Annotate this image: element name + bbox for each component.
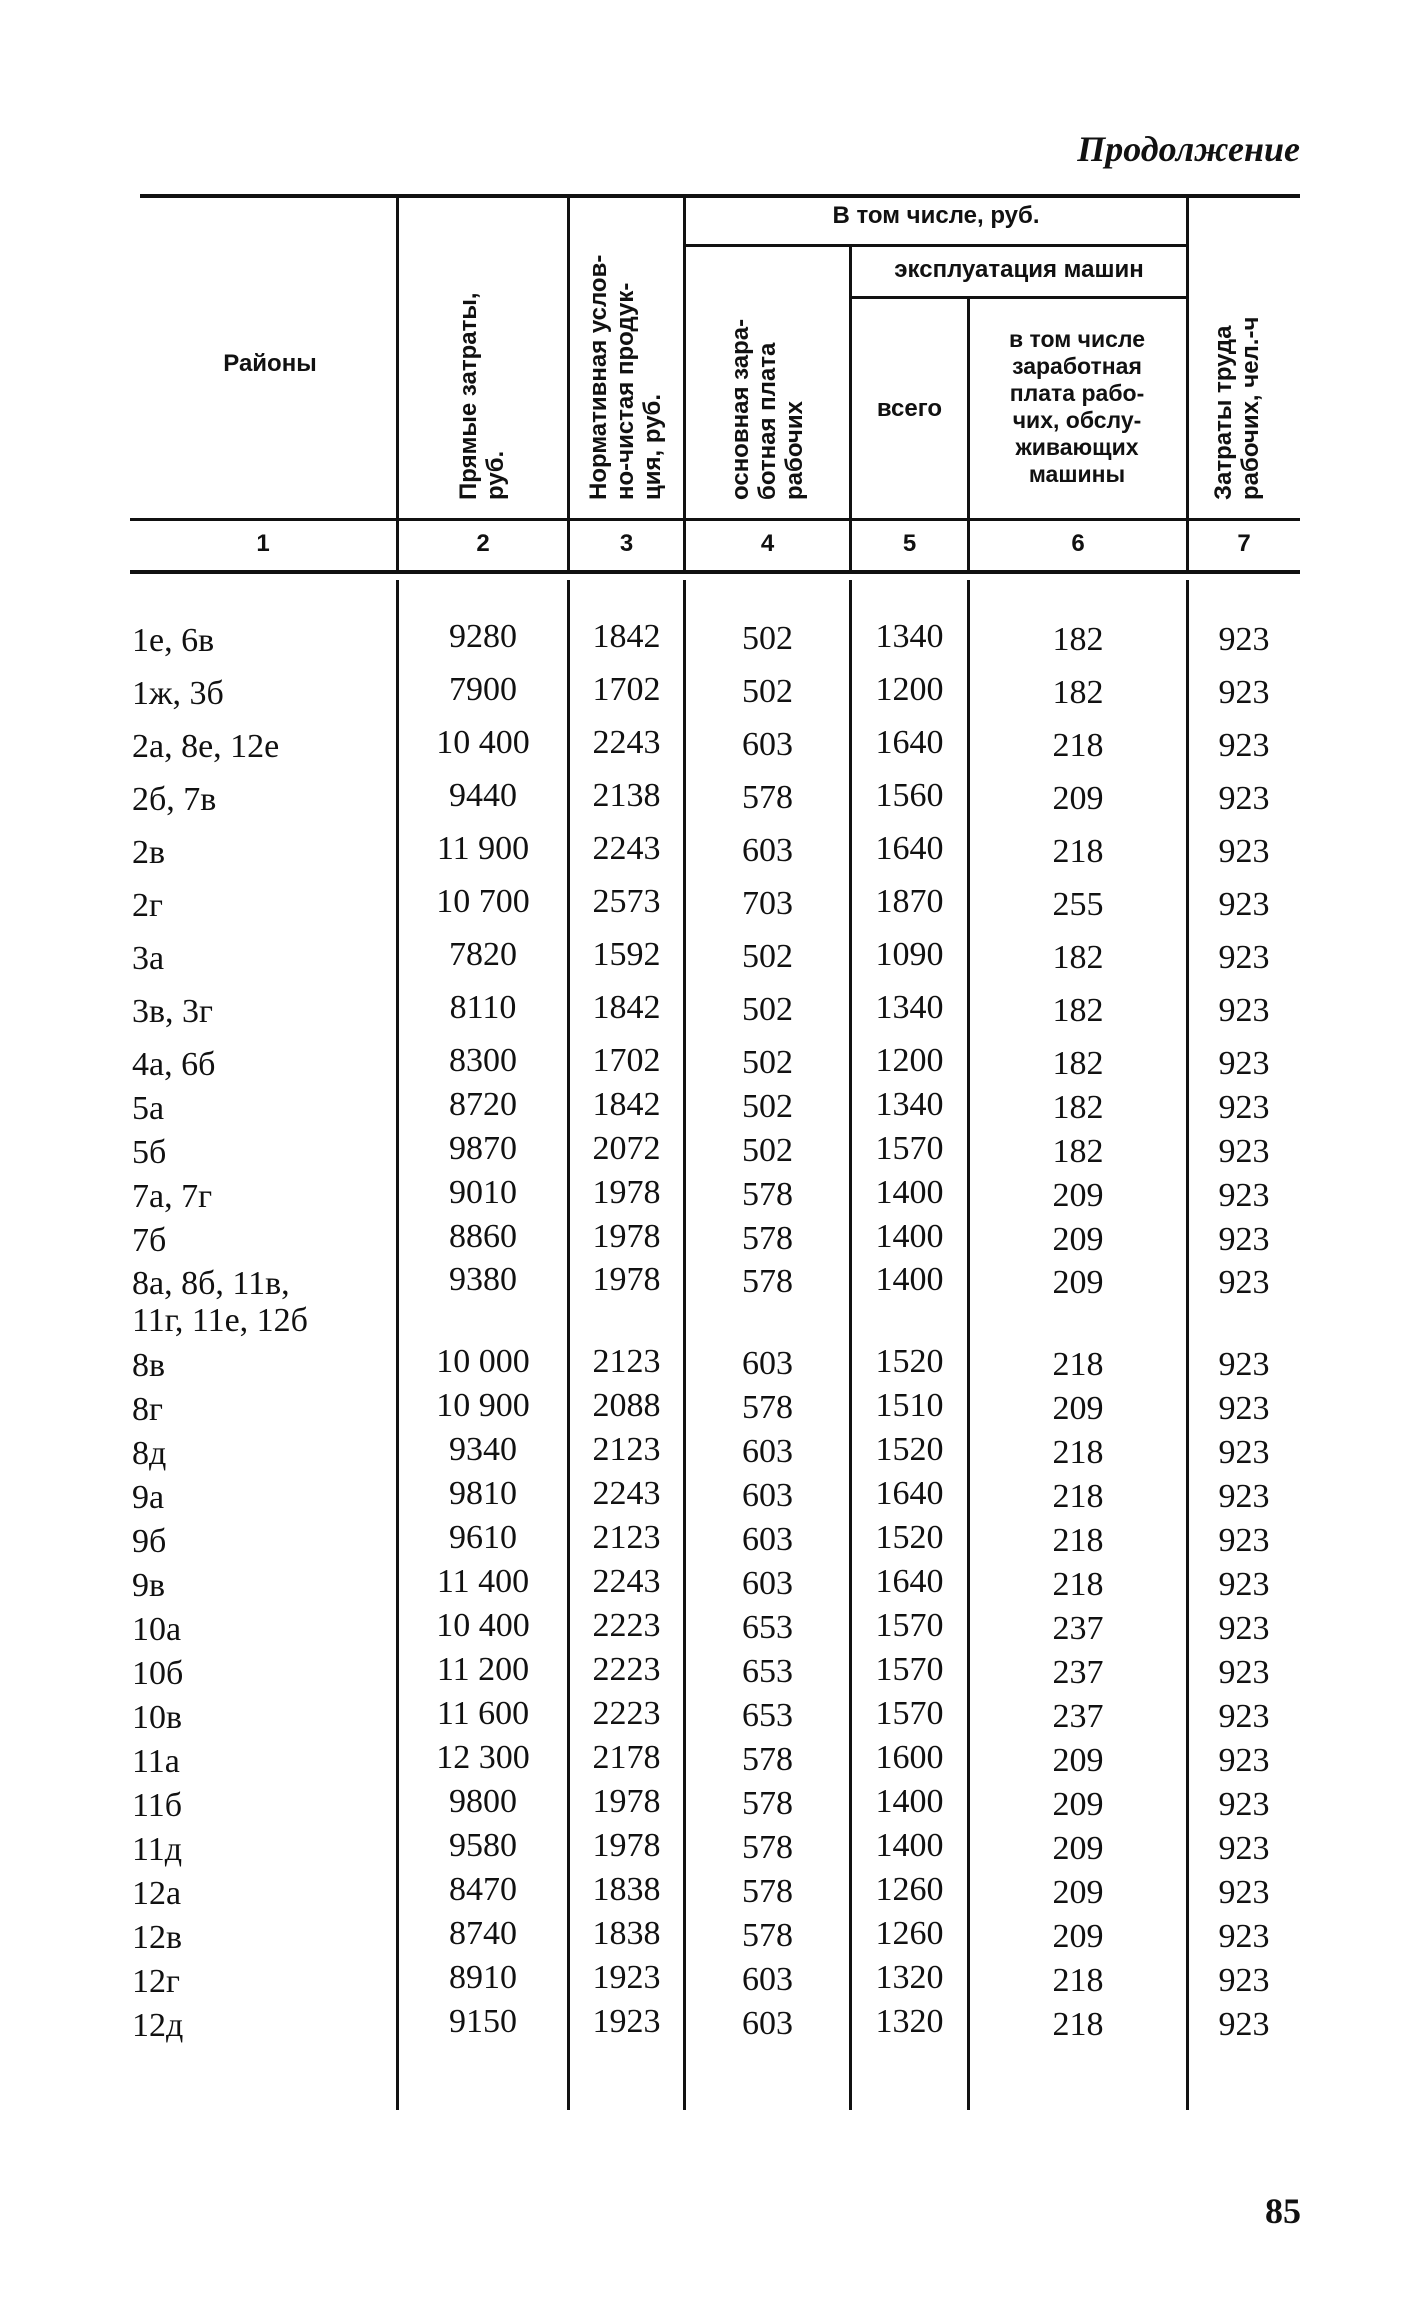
table-cell: 2573 — [592, 883, 661, 920]
table-cell: 11 400 — [436, 1563, 530, 1600]
table-cell: 1520 — [875, 1519, 944, 1556]
table-cell: 603 — [742, 1345, 793, 1382]
table-cell: 182 — [1052, 1133, 1104, 1170]
table-cell: 578 — [742, 779, 793, 816]
table-cell: 7900 — [449, 671, 517, 708]
table-cell: 10 700 — [436, 883, 530, 920]
row-label: 11д — [132, 1831, 183, 1868]
table-cell: 923 — [1218, 1698, 1270, 1735]
table-cell: 502 — [742, 938, 793, 975]
table-cell: 1838 — [592, 1915, 661, 1952]
col-number-5: 5 — [902, 530, 917, 557]
header-labor-costs-line: Затраты труда — [1210, 325, 1237, 500]
table-cell: 1090 — [875, 936, 944, 973]
table-cell: 2088 — [592, 1387, 661, 1424]
table-cell: 182 — [1052, 1089, 1104, 1126]
header-direct-costs-line: руб. — [482, 450, 509, 500]
col-number-4: 4 — [760, 530, 775, 557]
header-normative-product-line: Нормативная услов- — [585, 254, 612, 500]
table-cell: 218 — [1052, 833, 1104, 870]
table-cell: 8110 — [449, 989, 517, 1026]
table-cell: 653 — [742, 1609, 793, 1646]
table-cell: 923 — [1218, 1045, 1270, 1082]
table-cell: 923 — [1218, 2006, 1270, 2043]
table-cell: 237 — [1052, 1698, 1104, 1735]
table-cell: 9010 — [449, 1174, 517, 1211]
table-cell: 923 — [1218, 1742, 1270, 1779]
row-label: 2г — [132, 887, 163, 924]
table-cell: 923 — [1218, 1133, 1270, 1170]
table-cell: 1640 — [875, 724, 944, 761]
table-cell: 209 — [1052, 1264, 1104, 1301]
row-label: 12д — [132, 2007, 184, 2044]
table-cell: 8740 — [449, 1915, 517, 1952]
table-cell: 2178 — [592, 1739, 661, 1776]
table-cell: 209 — [1052, 1177, 1104, 1214]
table-cell: 2223 — [592, 1695, 661, 1732]
table-cell: 603 — [742, 1961, 793, 1998]
table-cell: 1640 — [875, 1475, 944, 1512]
table-cell: 923 — [1218, 1478, 1270, 1515]
table-cell: 218 — [1052, 1962, 1104, 1999]
table-cell: 2243 — [592, 724, 661, 761]
row-label: 7а, 7г — [132, 1178, 213, 1215]
table-cell: 218 — [1052, 2006, 1104, 2043]
table-cell: 11 900 — [436, 830, 530, 867]
table-cell: 1702 — [592, 1042, 661, 1079]
colnum-bottom-rule — [130, 570, 1300, 574]
vline-header-6 — [1186, 194, 1189, 570]
table-cell: 603 — [742, 1477, 793, 1514]
header-direct-costs — [455, 292, 509, 500]
table-cell: 923 — [1218, 727, 1270, 764]
header-direct-costs-line: Прямые затраты, — [455, 292, 482, 500]
vline-header-3 — [683, 194, 686, 570]
table-cell: 9340 — [449, 1431, 517, 1468]
header-incl-wages-line: машины — [1028, 461, 1126, 487]
table-cell: 2123 — [592, 1519, 661, 1556]
continuation-label: Продолжение — [1077, 129, 1300, 169]
table-cell: 1340 — [875, 989, 944, 1026]
row-label: 10а — [132, 1611, 182, 1648]
header-machine-operation: эксплуатация машин — [894, 256, 1144, 283]
table-cell: 8910 — [449, 1959, 517, 1996]
table-cell: 218 — [1052, 1522, 1104, 1559]
header-normative-product-line: но-чистая продук- — [612, 282, 639, 500]
table-cell: 603 — [742, 1565, 793, 1602]
row-label: 1ж, 3б — [132, 675, 224, 712]
table-cell: 182 — [1052, 621, 1104, 658]
page-number: 85 — [1265, 2191, 1301, 2231]
table-cell: 1978 — [592, 1174, 661, 1211]
row-label: 4а, 6б — [132, 1046, 216, 1083]
table-cell: 11 200 — [436, 1651, 530, 1688]
table-cell: 237 — [1052, 1654, 1104, 1691]
row-label: 7б — [132, 1222, 167, 1259]
table-cell: 1978 — [592, 1827, 661, 1864]
table-cell: 218 — [1052, 1566, 1104, 1603]
header-including-rub: В том числе, руб. — [832, 202, 1040, 229]
table-cell: 209 — [1052, 1830, 1104, 1867]
table-cell: 209 — [1052, 1221, 1104, 1258]
table-cell: 1842 — [592, 1086, 661, 1123]
table-cell: 578 — [742, 1829, 793, 1866]
table-cell: 182 — [1052, 674, 1104, 711]
table-cell: 9580 — [449, 1827, 517, 1864]
table-cell: 923 — [1218, 992, 1270, 1029]
row-label: 8а, 8б, 11в, — [132, 1265, 290, 1302]
table-cell: 10 000 — [436, 1343, 530, 1380]
table-cell: 923 — [1218, 1786, 1270, 1823]
table-cell: 502 — [742, 1088, 793, 1125]
col-number-3: 3 — [619, 530, 634, 557]
row-label: 1е, 6в — [132, 622, 215, 659]
table-cell: 9380 — [449, 1261, 517, 1298]
table-cell: 209 — [1052, 1874, 1104, 1911]
table-cell: 10 400 — [436, 724, 530, 761]
header-base-wages-line: основная зара- — [727, 318, 754, 500]
table-cell: 1640 — [875, 1563, 944, 1600]
row-label: 5б — [132, 1134, 167, 1171]
table-cell: 578 — [742, 1917, 793, 1954]
vline-header-1 — [396, 194, 399, 570]
col-number-6: 6 — [1071, 530, 1085, 557]
table-cell: 1320 — [875, 2003, 944, 2040]
col-number-2: 2 — [476, 530, 490, 557]
table-cell: 9800 — [449, 1783, 517, 1820]
table-cell: 8860 — [449, 1218, 517, 1255]
header-normative-product — [585, 255, 666, 500]
table-cell: 1520 — [875, 1431, 944, 1468]
header-incl-wages-line: в том числе — [1008, 326, 1146, 352]
table-cell: 2123 — [592, 1343, 661, 1380]
table-cell: 923 — [1218, 780, 1270, 817]
table-cell: 578 — [742, 1873, 793, 1910]
col-number-7: 7 — [1237, 530, 1251, 557]
row-label: 2а, 8е, 12е — [132, 728, 280, 765]
header-subrule-machines — [852, 296, 1186, 299]
row-label: 3а — [132, 940, 165, 977]
table-cell: 8720 — [449, 1086, 517, 1123]
header-labor-costs — [1210, 317, 1264, 500]
table-cell: 923 — [1218, 1566, 1270, 1603]
header-subrule-including — [686, 244, 1186, 247]
table-cell: 12 300 — [436, 1739, 530, 1776]
table-cell: 182 — [1052, 939, 1104, 976]
table-cell: 923 — [1218, 1610, 1270, 1647]
table-cell: 10 400 — [436, 1607, 530, 1644]
table-cell: 923 — [1218, 674, 1270, 711]
row-label: 10в — [132, 1699, 183, 1736]
table-cell: 10 900 — [436, 1387, 530, 1424]
table-cell: 603 — [742, 2005, 793, 2042]
row-label: 12а — [132, 1875, 182, 1912]
header-normative-product-line: ция, руб. — [639, 393, 666, 500]
table-cell: 923 — [1218, 939, 1270, 976]
header-incl-wages-line: чих, обслу- — [1012, 407, 1142, 433]
row-label: 11а — [132, 1743, 180, 1780]
table-cell: 1400 — [875, 1827, 944, 1864]
table-cell: 2223 — [592, 1651, 661, 1688]
table-cell: 182 — [1052, 992, 1104, 1029]
table-cell: 1923 — [592, 2003, 661, 2040]
table-cell: 209 — [1052, 1786, 1104, 1823]
table-cell: 237 — [1052, 1610, 1104, 1647]
row-label: 8в — [132, 1347, 166, 1384]
table-cell: 923 — [1218, 1346, 1270, 1383]
table-cell: 9280 — [449, 618, 517, 655]
header-base-wages-line: ботная плата — [754, 342, 781, 500]
table-cell: 9810 — [449, 1475, 517, 1512]
table-cell: 2123 — [592, 1431, 661, 1468]
table-cell: 1340 — [875, 1086, 944, 1123]
table-cell: 2223 — [592, 1607, 661, 1644]
row-label: 9а — [132, 1479, 165, 1516]
table-cell: 209 — [1052, 780, 1104, 817]
table-cell: 578 — [742, 1176, 793, 1213]
table-cell: 1600 — [875, 1739, 944, 1776]
table-cell: 1560 — [875, 777, 944, 814]
header-bottom-rule — [130, 518, 1300, 521]
table-cell: 1592 — [592, 936, 661, 973]
table-cell: 1640 — [875, 830, 944, 867]
table-cell: 2138 — [592, 777, 661, 814]
row-label: 2в — [132, 834, 166, 871]
table-cell: 603 — [742, 1433, 793, 1470]
table-cell: 923 — [1218, 1830, 1270, 1867]
table-cell: 923 — [1218, 1654, 1270, 1691]
header-incl-wages — [970, 326, 1184, 488]
table-cell: 1842 — [592, 989, 661, 1026]
table-cell: 923 — [1218, 833, 1270, 870]
table-cell: 923 — [1218, 1434, 1270, 1471]
table-cell: 653 — [742, 1653, 793, 1690]
row-label: 8д — [132, 1435, 167, 1472]
row-label: 12в — [132, 1919, 183, 1956]
table-cell: 209 — [1052, 1390, 1104, 1427]
header-total: всего — [876, 395, 943, 422]
table-cell: 1570 — [875, 1651, 944, 1688]
table-cell: 703 — [742, 885, 793, 922]
table-cell: 1978 — [592, 1218, 661, 1255]
table-cell: 502 — [742, 620, 793, 657]
table-cell: 1570 — [875, 1695, 944, 1732]
table-cell: 9870 — [449, 1130, 517, 1167]
table-cell: 255 — [1052, 886, 1104, 923]
row-label: 3в, 3г — [132, 993, 213, 1030]
table-cell: 653 — [742, 1697, 793, 1734]
row-label: 11г, 11е, 12б — [132, 1302, 308, 1339]
header-labor-costs-line: рабочих, чел.-ч — [1237, 316, 1264, 500]
table-cell: 218 — [1052, 1346, 1104, 1383]
table-cell: 7820 — [449, 936, 517, 973]
table-cell: 1570 — [875, 1607, 944, 1644]
header-incl-wages-line: плата рабо- — [1009, 380, 1145, 406]
table-cell: 502 — [742, 991, 793, 1028]
table-cell: 11 600 — [436, 1695, 530, 1732]
table-cell: 502 — [742, 1132, 793, 1169]
table-cell: 1870 — [875, 883, 944, 920]
table-cell: 923 — [1218, 886, 1270, 923]
header-incl-wages-line: живающих — [1015, 434, 1139, 460]
table-cell: 2072 — [592, 1130, 661, 1167]
table-cell: 502 — [742, 1044, 793, 1081]
table-cell: 182 — [1052, 1045, 1104, 1082]
table-cell: 502 — [742, 673, 793, 710]
table-cell: 1400 — [875, 1261, 944, 1298]
table-cell: 923 — [1218, 1264, 1270, 1301]
table-cell: 1570 — [875, 1130, 944, 1167]
table-cell: 9440 — [449, 777, 517, 814]
row-label: 10б — [132, 1655, 184, 1692]
table-cell: 1340 — [875, 618, 944, 655]
table-cell: 8300 — [449, 1042, 517, 1079]
table-cell: 1200 — [875, 671, 944, 708]
vline-header-2 — [567, 194, 570, 570]
table-cell: 1978 — [592, 1783, 661, 1820]
table-cell: 578 — [742, 1220, 793, 1257]
table-cell: 1400 — [875, 1174, 944, 1211]
table-cell: 1838 — [592, 1871, 661, 1908]
row-label: 12г — [132, 1963, 180, 2000]
table-cell: 1200 — [875, 1042, 944, 1079]
table-cell: 923 — [1218, 1089, 1270, 1126]
table-cell: 1923 — [592, 1959, 661, 1996]
table-cell: 8470 — [449, 1871, 517, 1908]
table-cell: 603 — [742, 832, 793, 869]
table-cell: 2243 — [592, 830, 661, 867]
table-cell: 923 — [1218, 621, 1270, 658]
table-cell: 9150 — [449, 2003, 517, 2040]
table-cell: 209 — [1052, 1742, 1104, 1779]
table-cell: 1978 — [592, 1261, 661, 1298]
table-cell: 9610 — [449, 1519, 517, 1556]
col-number-1: 1 — [256, 530, 270, 557]
table-cell: 603 — [742, 1521, 793, 1558]
table-cell: 1400 — [875, 1783, 944, 1820]
table-cell: 578 — [742, 1389, 793, 1426]
header-base-wages-line: рабочих — [781, 401, 808, 500]
table-cell: 578 — [742, 1785, 793, 1822]
row-label: 11б — [132, 1787, 183, 1824]
table-cell: 1510 — [875, 1387, 944, 1424]
table-cell: 923 — [1218, 1918, 1270, 1955]
table-cell: 923 — [1218, 1962, 1270, 1999]
table-cell: 1400 — [875, 1218, 944, 1255]
header-base-wages — [727, 319, 808, 500]
table-cell: 218 — [1052, 1478, 1104, 1515]
table-cell: 923 — [1218, 1177, 1270, 1214]
table-cell: 1520 — [875, 1343, 944, 1380]
row-label: 8г — [132, 1391, 163, 1428]
table-cell: 1320 — [875, 1959, 944, 1996]
table-cell: 209 — [1052, 1918, 1104, 1955]
table-cell: 923 — [1218, 1522, 1270, 1559]
header-incl-wages-line: заработная — [1012, 353, 1142, 379]
table-cell: 1260 — [875, 1871, 944, 1908]
row-label: 2б, 7в — [132, 781, 217, 818]
table-cell: 578 — [742, 1741, 793, 1778]
table-cell: 2243 — [592, 1563, 661, 1600]
table-cell: 218 — [1052, 727, 1104, 764]
row-label: 9в — [132, 1567, 166, 1604]
row-label: 9б — [132, 1523, 167, 1560]
table-cell: 218 — [1052, 1434, 1104, 1471]
table-cell: 603 — [742, 726, 793, 763]
table-cell: 1842 — [592, 618, 661, 655]
table-cell: 923 — [1218, 1221, 1270, 1258]
table-cell: 2243 — [592, 1475, 661, 1512]
row-label: 5а — [132, 1090, 165, 1127]
table-top-rule — [140, 194, 1300, 198]
table-cell: 923 — [1218, 1390, 1270, 1427]
header-regions: Районы — [223, 350, 317, 377]
table-cell: 578 — [742, 1263, 793, 1300]
table-cell: 1260 — [875, 1915, 944, 1952]
table-cell: 1702 — [592, 671, 661, 708]
table-cell: 923 — [1218, 1874, 1270, 1911]
